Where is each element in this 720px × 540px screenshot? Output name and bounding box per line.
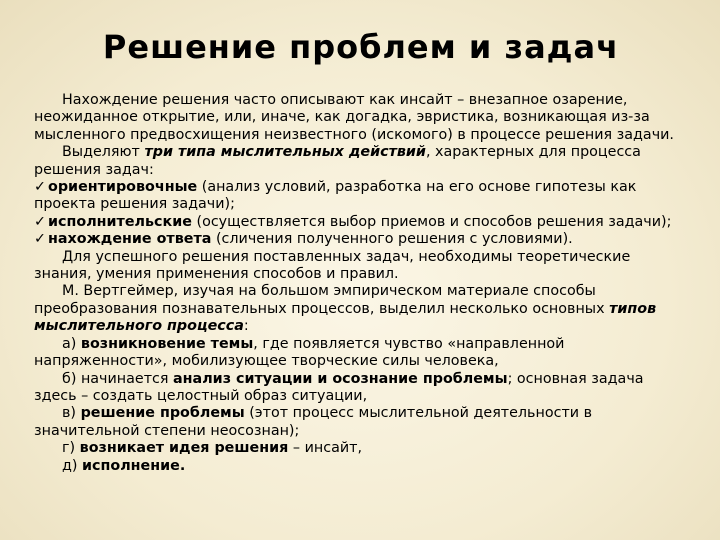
stage-prefix: д) (62, 457, 83, 474)
stage-bold: возникает идея решения (79, 440, 289, 457)
paragraph-wertheimer-post: : (243, 318, 249, 335)
stage-prefix: б) начинается (62, 370, 174, 387)
stage-b (34, 371, 688, 406)
checklist-item-text: (осуществляется выбор приемов и способов решения задачи); (191, 213, 672, 230)
paragraph-wertheimer-emphasis: типов мыслительного процесса (34, 300, 657, 335)
stage-e (34, 458, 688, 475)
checklist-item-bold: исполнительские (48, 213, 192, 230)
checklist-item-bold: нахождение ответа (48, 231, 212, 248)
stage-bold: решение проблемы (80, 405, 245, 422)
paragraph-wertheimer (34, 283, 688, 335)
check-icon: ✓ (34, 179, 46, 196)
stage-text: ; основная задача здесь – создать целостный образ ситуации, (34, 370, 644, 404)
stage-d (34, 440, 688, 457)
paragraph-knowledge: Для успешного решения поставленных задач, необходимы теоретические знания, умения применения способов и правил. (34, 248, 631, 283)
checklist-item-text: (анализ условий, разработка на его основе гипотезы как проекта решения задачи); (34, 179, 637, 213)
slide-body (34, 92, 688, 475)
checklist-item-answer (34, 231, 688, 248)
check-icon: ✓ (34, 213, 46, 230)
checklist-item-bold: ориентировочные (48, 179, 198, 196)
stage-prefix: в) (62, 405, 81, 422)
paragraph-insight: Нахождение решения часто описывают как инсайт – внезапное озарение, неожиданное открытие, или, иначе, как догадка, эвристика, возникающая из-за мысленного предвосхищения неизвестного (искомого) в процессе решения задачи. (34, 92, 674, 143)
check-icon: ✓ (34, 231, 46, 248)
paragraph-action-types-pre: Выделяют (62, 144, 145, 161)
paragraph-action-types-emphasis: три типа мыслительных действий (144, 144, 426, 161)
checklist-item-orienting (34, 179, 688, 214)
stage-text: (этот процесс мыслительной деятельности в значительной степени неосознан); (34, 405, 593, 439)
checklist-item-text: (сличения полученного решения с условиями). (211, 231, 573, 248)
stage-bold: возникновение темы (80, 335, 254, 352)
stage-text: – инсайт, (288, 440, 362, 457)
stage-c (34, 405, 688, 440)
checklist-item-executive (34, 214, 688, 231)
stage-text: , где появляется чувство «направленной напряженности», мобилизующее творческие силы человека, (34, 335, 565, 370)
stage-prefix: а) (62, 335, 81, 352)
stage-a (34, 336, 688, 371)
stage-bold: анализ ситуации и осознание проблемы (173, 370, 508, 387)
slide-title: Решение проблем и задач (102, 28, 620, 66)
paragraph-wertheimer-pre: М. Вертгеймер, изучая на большом эмпирическом материале способы преобразования познавательных процессов, выделил несколько основных (34, 283, 610, 317)
stage-prefix: г) (62, 440, 80, 457)
paragraph-action-types-post: , характерных для процесса решения задач: (34, 144, 641, 178)
paragraph-action-types (34, 144, 688, 179)
stage-bold: исполнение. (82, 457, 186, 474)
